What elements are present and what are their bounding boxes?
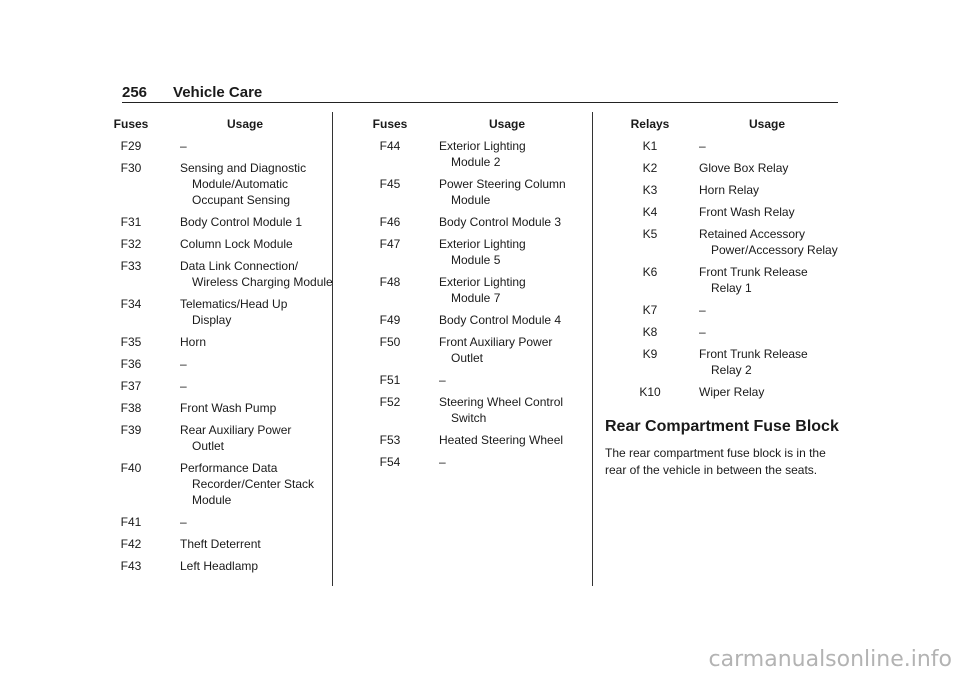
usage-line: Exterior Lighting [439, 237, 526, 251]
row-usage [180, 160, 340, 208]
usage-line: Horn [180, 335, 207, 349]
usage-line: – [180, 379, 187, 393]
row-id: F53 [379, 433, 401, 447]
table-row [365, 454, 599, 470]
table-row [108, 400, 340, 416]
table-row [625, 302, 859, 318]
row-id: K10 [639, 385, 661, 399]
usage-line: Module 7 [451, 291, 501, 305]
usage-line: Performance Data [180, 461, 278, 475]
row-id: F51 [379, 373, 401, 387]
usage-line: Front Auxiliary Power [439, 335, 553, 349]
usage-line: Data Link Connection/ [180, 259, 299, 273]
usage-line: Exterior Lighting [439, 275, 526, 289]
table-row [108, 160, 340, 208]
section-name: Vehicle Care [173, 84, 263, 101]
row-id: F38 [120, 401, 142, 415]
usage-line: Body Control Module 4 [439, 313, 562, 327]
usage-line: Retained Accessory [699, 227, 806, 241]
row-id: F30 [120, 161, 142, 175]
row-usage [699, 384, 859, 400]
row-id: F46 [379, 215, 401, 229]
row-usage [180, 558, 340, 574]
table-row [365, 394, 599, 426]
usage-line: Steering Wheel Control [439, 395, 564, 409]
row-usage [439, 394, 599, 426]
table-row [365, 432, 599, 448]
usage-line: – [439, 455, 446, 469]
row-id: K7 [642, 303, 658, 317]
table-row [625, 138, 859, 154]
row-id: F41 [120, 515, 142, 529]
usage-line: Body Control Module 3 [439, 215, 562, 229]
usage-line: – [180, 515, 187, 529]
row-id: F37 [120, 379, 142, 393]
row-usage [180, 356, 340, 372]
usage-line: Column Lock Module [180, 237, 293, 251]
usage-line: Exterior Lighting [439, 139, 526, 153]
usage-line: Power Steering Column [439, 177, 566, 191]
page-number: 256 [122, 84, 148, 101]
usage-line: – [699, 303, 706, 317]
table-row [625, 226, 859, 258]
row-id: F52 [379, 395, 401, 409]
row-id: K6 [642, 265, 658, 279]
usage-line: Module 5 [451, 253, 501, 267]
table-row [365, 334, 599, 366]
row-usage [180, 400, 340, 416]
row-usage [180, 138, 340, 154]
row-usage [180, 378, 340, 394]
row-id: F32 [120, 237, 142, 251]
usage-line: Wireless Charging Module [192, 275, 333, 289]
usage-line: Relay 1 [711, 281, 752, 295]
table-header [365, 116, 599, 132]
usage-line: Rear Auxiliary Power [180, 423, 292, 437]
row-id: F35 [120, 335, 142, 349]
row-usage [699, 204, 859, 220]
row-usage [699, 346, 859, 378]
table-row [365, 312, 599, 328]
usage-line: Outlet [451, 351, 484, 365]
usage-line: Occupant Sensing [192, 193, 291, 207]
table-row [108, 536, 340, 552]
row-usage [439, 274, 599, 306]
usage-line: Theft Deterrent [180, 537, 261, 551]
row-usage [180, 214, 340, 230]
usage-line: Display [192, 313, 232, 327]
row-usage [699, 302, 859, 318]
row-id: F45 [379, 177, 401, 191]
table-row [108, 258, 340, 290]
usage-line: Body Control Module 1 [180, 215, 303, 229]
row-usage [180, 236, 340, 252]
row-id: F50 [379, 335, 401, 349]
usage-line: Glove Box Relay [699, 161, 789, 175]
row-id: F39 [120, 423, 142, 437]
table-row [365, 214, 599, 230]
usage-line: Power/Accessory Relay [711, 243, 838, 257]
table-row [108, 356, 340, 372]
row-id: F42 [120, 537, 142, 551]
usage-line: – [180, 139, 187, 153]
usage-line: Horn Relay [699, 183, 760, 197]
table-body [625, 138, 859, 400]
table-body [108, 138, 340, 574]
column-header-relays: Relays [630, 117, 670, 131]
usage-line: Sensing and Diagnostic [180, 161, 307, 175]
row-usage [439, 372, 599, 388]
section-heading: Rear Compartment Fuse Block [605, 418, 839, 435]
table-row [365, 372, 599, 388]
usage-line: Front Wash Relay [699, 205, 795, 219]
page-header [122, 84, 838, 101]
usage-line: Wiper Relay [699, 385, 765, 399]
row-usage [180, 422, 340, 454]
usage-line: Module [192, 493, 232, 507]
row-id: F33 [120, 259, 142, 273]
usage-line: Module 2 [451, 155, 501, 169]
row-usage [439, 138, 599, 170]
row-usage [699, 182, 859, 198]
row-id: F48 [379, 275, 401, 289]
row-usage [699, 264, 859, 296]
usage-line: – [439, 373, 446, 387]
row-usage [699, 138, 859, 154]
usage-line: Telematics/Head Up [180, 297, 288, 311]
column-header-usage: Usage [488, 117, 526, 131]
table-body [365, 138, 599, 470]
row-id: K2 [642, 161, 658, 175]
row-id: F54 [379, 455, 401, 469]
row-usage [180, 514, 340, 530]
header-divider [122, 102, 838, 103]
row-id: K1 [642, 139, 658, 153]
usage-line: Outlet [192, 439, 225, 453]
section-paragraph: The rear compartment fuse block is in the rear of the vehicle in between the seats. [605, 446, 826, 477]
row-id: F40 [120, 461, 142, 475]
row-usage [439, 432, 599, 448]
table-row [365, 176, 599, 208]
row-usage [439, 176, 599, 208]
row-usage [180, 334, 340, 350]
table-row [108, 378, 340, 394]
table-row [625, 264, 859, 296]
table-row [108, 214, 340, 230]
table-row [625, 160, 859, 176]
table-row [108, 296, 340, 328]
usage-line: Left Headlamp [180, 559, 259, 573]
relay-table [625, 116, 859, 406]
table-row [625, 204, 859, 220]
row-id: F49 [379, 313, 401, 327]
row-id: F44 [379, 139, 401, 153]
watermark: carmanualsonline.info [708, 647, 952, 672]
table-row [108, 514, 340, 530]
row-usage [699, 324, 859, 340]
table-row [625, 182, 859, 198]
row-usage [439, 236, 599, 268]
row-usage [699, 226, 859, 258]
table-row [625, 324, 859, 340]
usage-line: – [699, 139, 706, 153]
row-usage [180, 536, 340, 552]
row-id: F31 [120, 215, 142, 229]
row-id: K9 [642, 347, 658, 361]
row-id: F34 [120, 297, 142, 311]
usage-line: Switch [451, 411, 487, 425]
column-header-usage: Usage [748, 117, 786, 131]
usage-line: – [699, 325, 706, 339]
table-row [365, 138, 599, 170]
row-usage [439, 334, 599, 366]
row-id: F29 [120, 139, 142, 153]
table-header [108, 116, 340, 132]
column-header-fuses: Fuses [372, 117, 408, 131]
usage-line: Module/Automatic [192, 177, 289, 191]
row-id: K5 [642, 227, 658, 241]
table-row [365, 236, 599, 268]
row-usage [180, 460, 340, 508]
table-header [625, 116, 859, 132]
row-usage [439, 312, 599, 328]
usage-line: Front Trunk Release [699, 265, 808, 279]
row-usage [439, 214, 599, 230]
usage-line: Relay 2 [711, 363, 752, 377]
table-row [365, 274, 599, 306]
table-row [108, 422, 340, 454]
usage-line: – [180, 357, 187, 371]
column-header-fuses: Fuses [113, 117, 149, 131]
usage-line: Heated Steering Wheel [439, 433, 564, 447]
table-row [108, 236, 340, 252]
table-row [625, 384, 859, 400]
row-usage [180, 296, 340, 328]
row-id: K4 [642, 205, 658, 219]
table-row [108, 138, 340, 154]
table-row [108, 334, 340, 350]
table-row [625, 346, 859, 378]
usage-line: Front Wash Pump [180, 401, 277, 415]
row-usage [180, 258, 340, 290]
fuse-table-1 [108, 116, 340, 580]
fuse-table-2 [365, 116, 599, 476]
row-id: F43 [120, 559, 142, 573]
usage-line: Recorder/Center Stack [192, 477, 315, 491]
column-header-usage: Usage [226, 117, 264, 131]
table-row [108, 460, 340, 508]
row-id: F47 [379, 237, 401, 251]
row-usage [699, 160, 859, 176]
usage-line: Front Trunk Release [699, 347, 808, 361]
row-usage [439, 454, 599, 470]
usage-line: Module [451, 193, 491, 207]
row-id: F36 [120, 357, 142, 371]
row-id: K8 [642, 325, 658, 339]
row-id: K3 [642, 183, 658, 197]
table-row [108, 558, 340, 574]
